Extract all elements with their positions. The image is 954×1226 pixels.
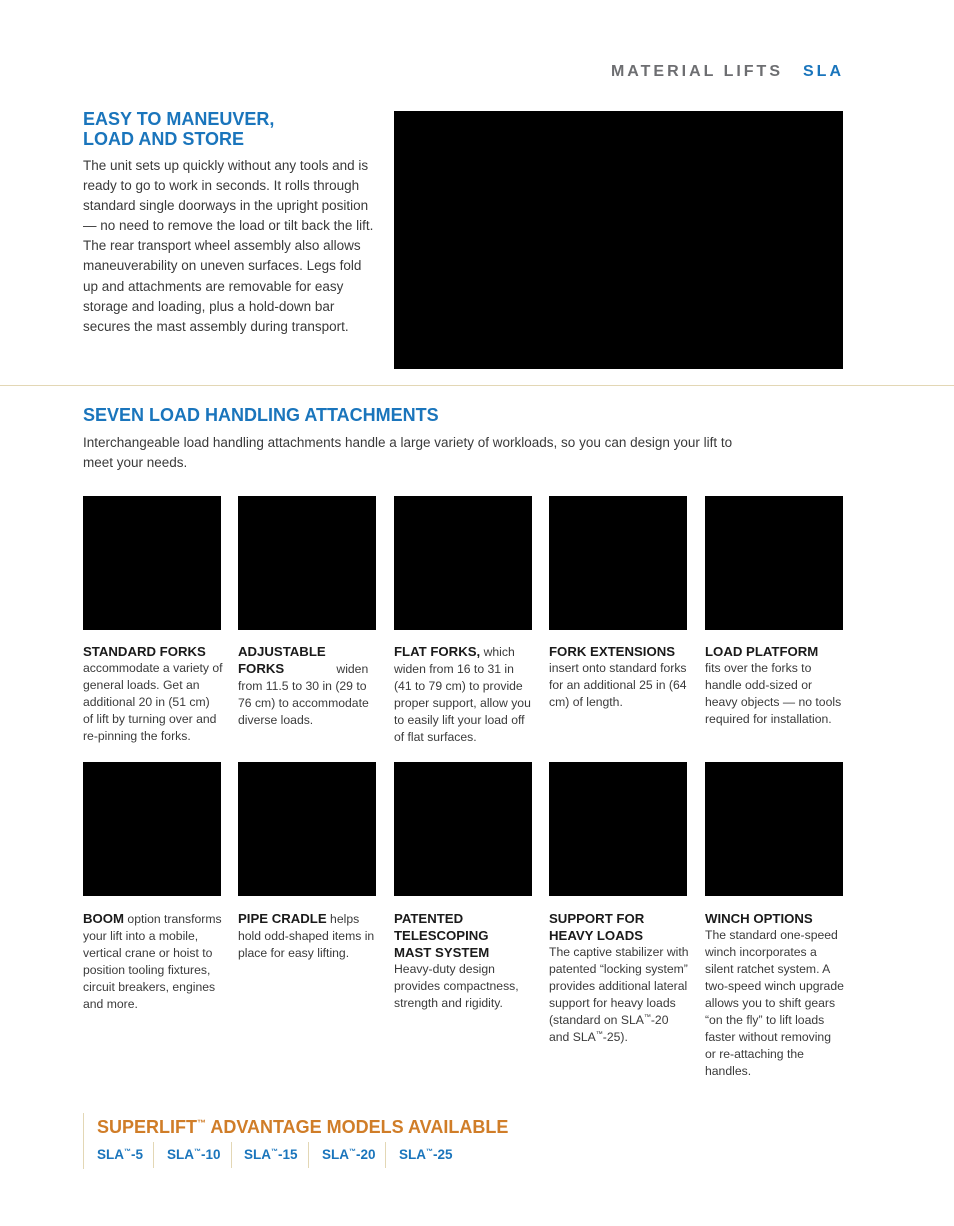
flat-forks-photo	[394, 496, 532, 630]
card-desc: fits over the forks to handle odd-sized or heavy objects — no tools required for installation.	[705, 661, 842, 726]
model-separator	[385, 1142, 386, 1168]
boom-card	[83, 910, 223, 1013]
card-title: STANDARD FORKS	[83, 644, 206, 659]
model-separator	[153, 1142, 154, 1168]
card-title: WINCH OPTIONS	[705, 911, 813, 926]
card-desc: helps hold odd-shaped items in place for easy lifting.	[238, 912, 375, 960]
flat-forks-card	[394, 643, 534, 746]
pipe-cradle-photo	[238, 762, 376, 896]
heavy-load-support-photo	[549, 762, 687, 896]
card-desc: option transforms your lift into a mobile, vertical crane or hoist to position tooling fixtures, circuit breakers, engines and more.	[83, 912, 222, 1011]
card-desc: The standard one-speed winch incorporates a silent ratchet system. A two-speed winch upgrade allows you to shift gears “on the fly” to lift loads faster without removing or re-attaching the handles.	[705, 928, 844, 1078]
page-header	[611, 63, 844, 81]
boom-photo	[83, 762, 221, 896]
attachments-intro: Interchangeable load handling attachments handle a large variety of workloads, so you can design your lift to meet your needs.	[83, 435, 733, 471]
card-title: PIPE CRADLE	[238, 911, 327, 926]
model-sla-15[interactable]: SLA™-15	[244, 1147, 298, 1162]
card-desc: widen from 11.5 to 30 in (29 to 76 cm) to accommodate diverse loads.	[238, 662, 369, 727]
card-title: SUPPORT FOR HEAVY LOADS	[549, 911, 645, 943]
card-title: BOOM	[83, 911, 125, 926]
standard-forks-card	[83, 643, 223, 745]
card-title: LOAD PLATFORM	[705, 644, 819, 659]
telescoping-mast-photo	[394, 762, 532, 896]
card-title: ADJUSTABLE FORKS	[238, 644, 326, 676]
model-sla-20[interactable]: SLA™-20	[322, 1147, 376, 1162]
maneuver-title-line2: LOAD AND STORE	[83, 129, 245, 149]
brand-label: SLA	[803, 63, 844, 80]
pipe-cradle-card	[238, 910, 378, 962]
card-title: PATENTED TELESCOPING MAST SYSTEM	[394, 911, 490, 960]
model-separator	[308, 1142, 309, 1168]
standard-forks-photo	[83, 496, 221, 630]
winch-options-photo	[705, 762, 843, 896]
card-desc: Heavy-duty design provides compactness, strength and rigidity.	[394, 962, 519, 1010]
adjustable-forks-photo	[238, 496, 376, 630]
model-separator	[231, 1142, 232, 1168]
card-title: FORK EXTENSIONS	[549, 644, 676, 659]
card-desc: which widen from 16 to 31 in (41 to 79 cm) to provide proper support, allow you to easily lift your load off of flat surfaces.	[394, 645, 531, 744]
maneuver-title	[83, 109, 383, 149]
load-platform-card	[705, 643, 845, 728]
winch-options-card	[705, 910, 845, 1080]
section-label: MATERIAL LIFTS	[610, 63, 783, 80]
models-accent-bar	[83, 1113, 84, 1169]
heavy-load-support-card	[549, 910, 689, 1046]
maneuver-photo	[394, 111, 843, 369]
adjustable-forks-card	[238, 643, 378, 729]
telescoping-mast-card	[394, 910, 534, 1012]
card-desc: insert onto standard forks for an additional 25 in (64 cm) of length.	[549, 661, 687, 709]
fork-extensions-card	[549, 643, 689, 711]
model-sla-5[interactable]: SLA™-5	[97, 1147, 144, 1162]
fork-extensions-photo	[549, 496, 687, 630]
card-desc: accommodate a variety of general loads. Get an additional 20 in (51 cm) of lift by turning over and re-pinning the forks.	[83, 661, 223, 743]
model-sla-10[interactable]: SLA™-10	[167, 1147, 221, 1162]
card-desc: The captive stabilizer with patented “locking system” provides additional lateral support for heavy loads (standard on SLA™-20 and SLA™-25).	[549, 945, 689, 1044]
maneuver-title-line1: EASY TO MANEUVER,	[83, 109, 275, 129]
attachments-title: SEVEN LOAD HANDLING ATTACHMENTS	[83, 405, 439, 425]
maneuver-body: The unit sets up quickly without any tools and is ready to go to work in seconds. It rolls through standard single doorways in the upright position — no need to remove the load or tilt back the lift. The rear transport wheel assembly also allows maneuverability on uneven surfaces. Legs fold up and attachments are removable for easy storage and loading, plus a hold-down bar secures the mast assembly during transport.	[83, 158, 374, 334]
model-sla-25[interactable]: SLA™-25	[399, 1147, 453, 1162]
load-platform-photo	[705, 496, 843, 630]
models-title: SUPERLIFT™ ADVANTAGE MODELS AVAILABLE	[97, 1117, 509, 1137]
maneuver-section	[83, 109, 383, 337]
card-title: FLAT FORKS,	[394, 644, 481, 659]
section-divider	[0, 385, 954, 386]
